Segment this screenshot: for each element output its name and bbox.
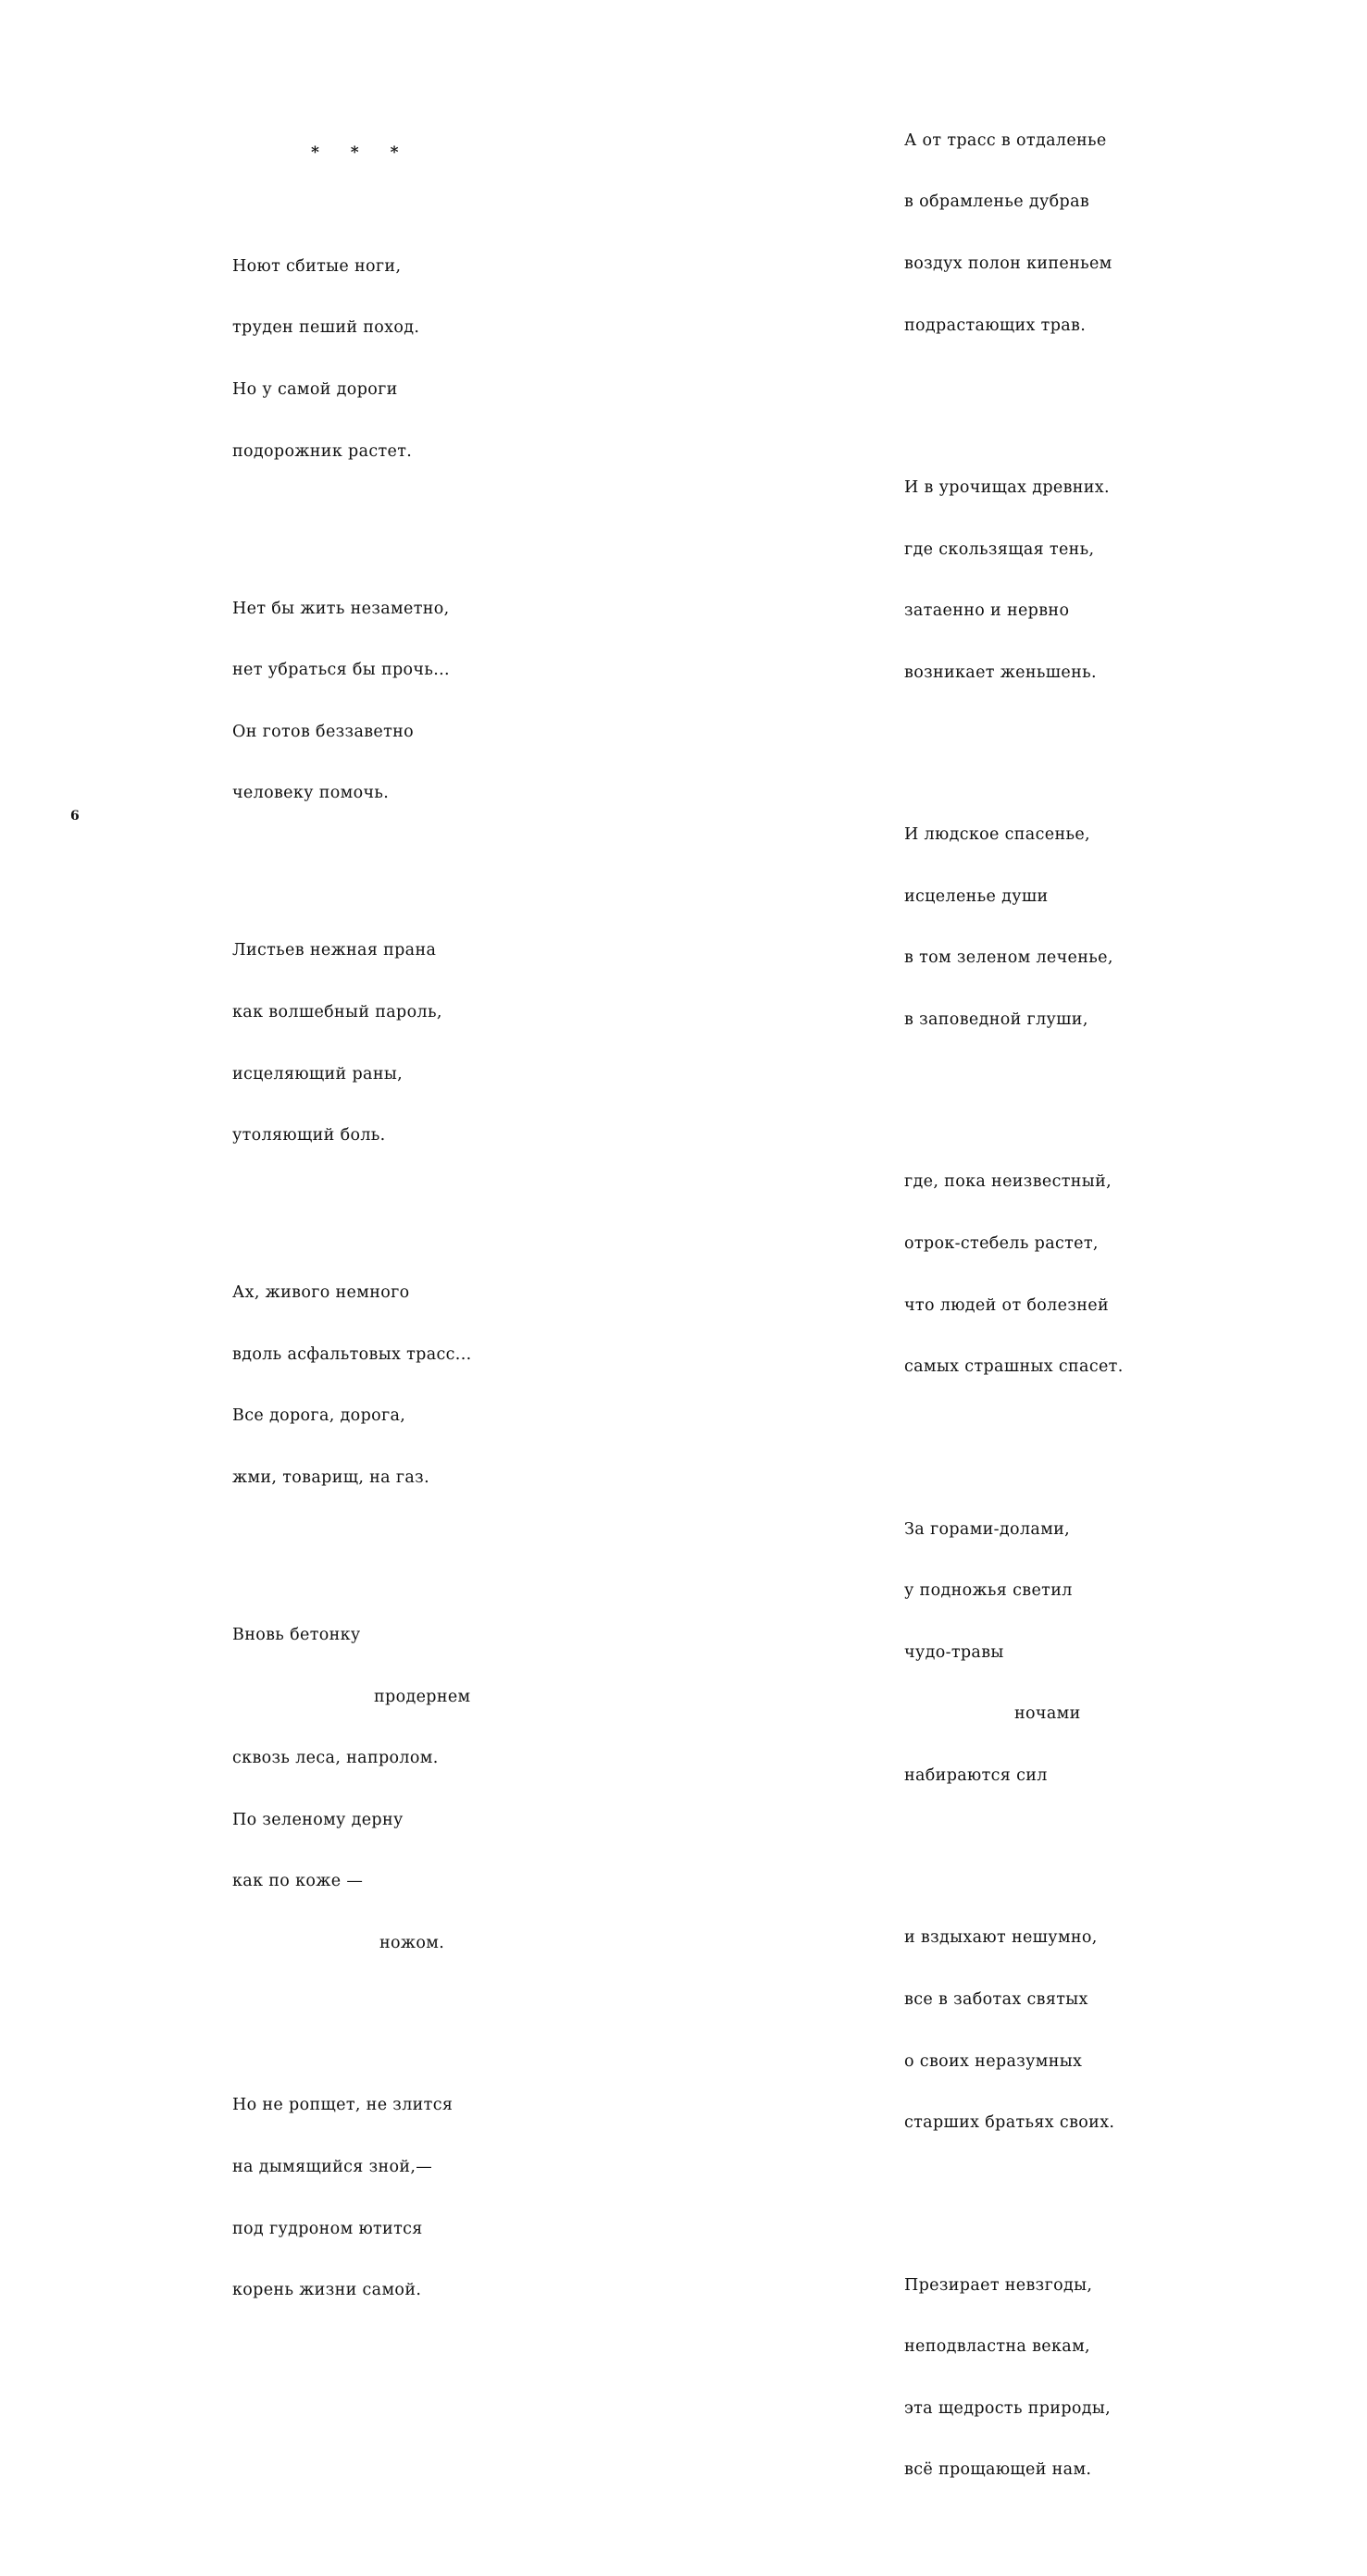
poem-line: где скользящая тень, bbox=[904, 539, 1095, 559]
poem-line: А от трасс в отдаленье bbox=[904, 130, 1107, 150]
stanza bbox=[904, 2234, 1124, 2521]
poem-line: Ах, живого немного bbox=[232, 1283, 410, 1303]
poem-line: труден пеший поход. bbox=[232, 318, 420, 338]
poem-line: И людское спасенье, bbox=[904, 825, 1090, 845]
poem-line: затаенно и нервно bbox=[904, 601, 1070, 621]
poem-line: как по коже — bbox=[232, 1872, 364, 1891]
poem-line: эта щедрость природы, bbox=[904, 2398, 1112, 2418]
stanza bbox=[904, 1478, 1124, 1827]
poem-line: старших братьях своих. bbox=[904, 2113, 1115, 2133]
poem-line: ночами bbox=[1014, 1704, 1081, 1724]
poem-line: Все дорога, дорога, bbox=[232, 1406, 406, 1426]
right-page bbox=[683, 0, 1367, 2480]
poem-line: ножом. bbox=[379, 1933, 445, 1952]
poem-line: у подножья светил bbox=[904, 1581, 1073, 1601]
stanza bbox=[232, 215, 472, 502]
poem-line: исцеленье души bbox=[904, 886, 1049, 906]
poem-line: Но не ропщет, не злится bbox=[232, 2096, 454, 2115]
poem-line: И в урочищах древних. bbox=[904, 478, 1110, 497]
poem-line: самых страшных спасет. bbox=[904, 1357, 1124, 1377]
poem-line: в том зеленом леченье, bbox=[904, 948, 1113, 968]
poem-line: Ноют сбитые ноги, bbox=[232, 256, 402, 276]
poem-line: По зеленому дерну bbox=[232, 1810, 404, 1829]
poem-line: человеку помочь. bbox=[232, 784, 390, 803]
poem-line: Листьев нежная прана bbox=[232, 941, 437, 960]
poem-line: Презирает невзгоды, bbox=[904, 2275, 1093, 2295]
poem-line: в обрамленье дубрав bbox=[904, 192, 1090, 212]
stanza-separator: * * * bbox=[311, 143, 412, 162]
poem-line: утоляющий боль. bbox=[232, 1126, 386, 1146]
poem-line: корень жизни самой. bbox=[232, 2281, 422, 2300]
poem-line: чудо-травы bbox=[904, 1642, 1004, 1662]
poem-line: о своих неразумных bbox=[904, 2051, 1083, 2071]
poem-line: воздух полон кипеньем bbox=[904, 254, 1112, 273]
poem-line: вдоль асфальтовых трасс... bbox=[232, 1344, 472, 1364]
poem-line: Он готов беззаветно bbox=[232, 722, 415, 741]
stanza bbox=[904, 784, 1124, 1071]
stanza bbox=[904, 89, 1124, 377]
poem-line: нет убраться бы прочь... bbox=[232, 661, 450, 680]
poem-line: где, пока неизвестный, bbox=[904, 1172, 1112, 1192]
stanza bbox=[904, 1887, 1124, 2174]
poem-line: продернем bbox=[374, 1687, 471, 1706]
poem-line: под гудроном ютится bbox=[232, 2219, 423, 2238]
poem-line: подорожник растет. bbox=[232, 441, 413, 461]
stanza bbox=[232, 1242, 472, 1530]
stanza bbox=[232, 557, 472, 845]
poem-line: и вздыхают нешумно, bbox=[904, 1928, 1098, 1948]
stanza bbox=[232, 1584, 472, 1995]
left-poem-text bbox=[232, 174, 472, 2396]
poem-line: Но у самой дороги bbox=[232, 380, 398, 399]
poem-line: возникает женьшень. bbox=[904, 663, 1097, 682]
stanza bbox=[232, 899, 472, 1187]
poem-line: все в заботах святых bbox=[904, 1989, 1088, 2009]
stanza bbox=[232, 2054, 472, 2342]
poem-line: на дымящийся зной,— bbox=[232, 2157, 433, 2176]
page-number: 6 bbox=[70, 809, 80, 824]
poem-line: Нет бы жить незаметно, bbox=[232, 599, 450, 618]
poem-line: подрастающих трав. bbox=[904, 316, 1087, 335]
right-poem-text bbox=[904, 48, 1124, 2576]
poem-line: исцеляющий раны, bbox=[232, 1064, 404, 1084]
poem-line: За горами-долами, bbox=[904, 1519, 1071, 1539]
poem-line: отрок-стебель растет, bbox=[904, 1233, 1099, 1253]
poem-line: жми, товарищ, на газ. bbox=[232, 1468, 429, 1487]
poem-line: всё прощающей нам. bbox=[904, 2460, 1092, 2480]
poem-line: неподвластна векам, bbox=[904, 2337, 1090, 2357]
poem-line: набираются сил bbox=[904, 1765, 1048, 1785]
poem-line: что людей от болезней bbox=[904, 1295, 1109, 1315]
poem-line: как волшебный пароль, bbox=[232, 1002, 442, 1022]
poem-line: в заповедной глуши, bbox=[904, 1009, 1088, 1029]
poem-line: Вновь бетонку bbox=[232, 1625, 361, 1644]
poem-line: сквозь леса, напролом. bbox=[232, 1749, 439, 1768]
stanza bbox=[904, 437, 1124, 724]
stanza bbox=[904, 1131, 1124, 1418]
left-page bbox=[0, 0, 683, 2300]
